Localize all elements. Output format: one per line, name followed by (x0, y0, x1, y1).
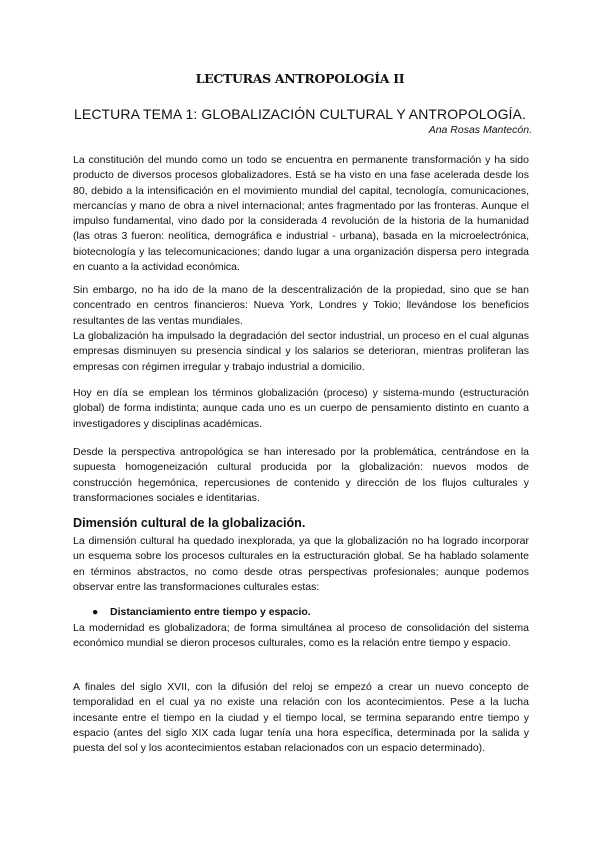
paragraph-intro: La constitución del mundo como un todo se encuentra en permanente transformación y ha sido producto de diversos procesos globalizadores. Está se ha visto en una fase acelerada desde los 80, debido a la intensificación en el movimiento mundial del capital, tecnología, comunicaciones, mercancías y mano de obra a nivel internacional; antes fragmentado por las fronteras. Aunque el impulso fundamental, vino dado por la considerada 4 revolución de la historia de la humanidad (las otras 3 fueron: neolítica, demográfica e industrial - urbana), basada en la microelectrónica, biotecnología y las telecomunicaciones; dando lugar a una organización dispersa pero integrada en cuanto a la actividad económica. (73, 154, 529, 274)
bullet-dot-icon: ● (92, 606, 99, 618)
bullet-item (92, 606, 311, 618)
section-heading: Dimensión cultural de la globalización. (73, 516, 306, 530)
paragraph-anthropology: Desde la perspectiva antropológica se han interesado por la problemática, centrándose en la supuesta homogeneización cultural producida por la globalización: nuevos modos de construcción hegemónica, repercusiones de contenido y dirección de los flujos culturales y transformaciones sociales e identitarias. (73, 446, 529, 504)
paragraph-financial-centers: Sin embargo, no ha ido de la mano de la descentralización de la propiedad, sino que se han concentrado en centros financieros: Nueva York, Londres y Tokio; llevándose los beneficios resultantes de las ventas mundiales. (73, 284, 529, 327)
document-title: LECTURAS ANTROPOLOGÍA II (195, 71, 405, 86)
author-name: Ana Rosas Mantecón. (428, 124, 532, 136)
paragraph-cultural-dimension: La dimensión cultural ha quedado inexplorada, ya que la globalización no ha logrado incorporar un esquema sobre los procesos culturales en la estructuración global. Se ha hablado solamente en términos abstractos, no como desde otras perspectivas profesionales; aunque podemos observar entre las transformaciones culturales estas: (73, 535, 529, 593)
paragraph-terminology: Hoy en día se emplean los términos globalización (proceso) y sistema-mundo (estructuración global) de forma indistinta; aunque cada uno es un cuerpo de pensamiento distinto en cuanto a investigadores y disciplinas académicas. (73, 387, 529, 430)
paragraph-industrial-degradation: La globalización ha impulsado la degradación del sector industrial, un proceso en el cual algunas empresas disminuyen su presencia sindical y los salarios se deterioran, mientras proliferan las empresas con régimen irregular y trabajo industrial a domicilio. (73, 330, 529, 373)
paragraph-modernity: La modernidad es globalizadora; de forma simultánea al proceso de consolidación del sistema económico mundial se dieron procesos culturales, como es la relación entre tiempo y espacio. (73, 622, 529, 650)
lecture-title: LECTURA TEMA 1: GLOBALIZACIÓN CULTURAL Y ANTROPOLOGÍA. (74, 106, 526, 122)
paragraph-clock-history: A finales del siglo XVII, con la difusión del reloj se empezó a crear un nuevo concepto de temporalidad en el cual ya no existe una relación con los acontecimientos. Pese a la lucha incesante entre el tiempo en la ciudad y el tiempo local, se termina separando entre tiempo y espacio (antes del siglo XIX cada lugar tenía una hora específica, determinada por la salida y puesta del sol y los acontecimientos estaban relacionados con un espacio determinado). (73, 681, 529, 755)
bullet-text: Distanciamiento entre tiempo y espacio. (110, 606, 311, 618)
